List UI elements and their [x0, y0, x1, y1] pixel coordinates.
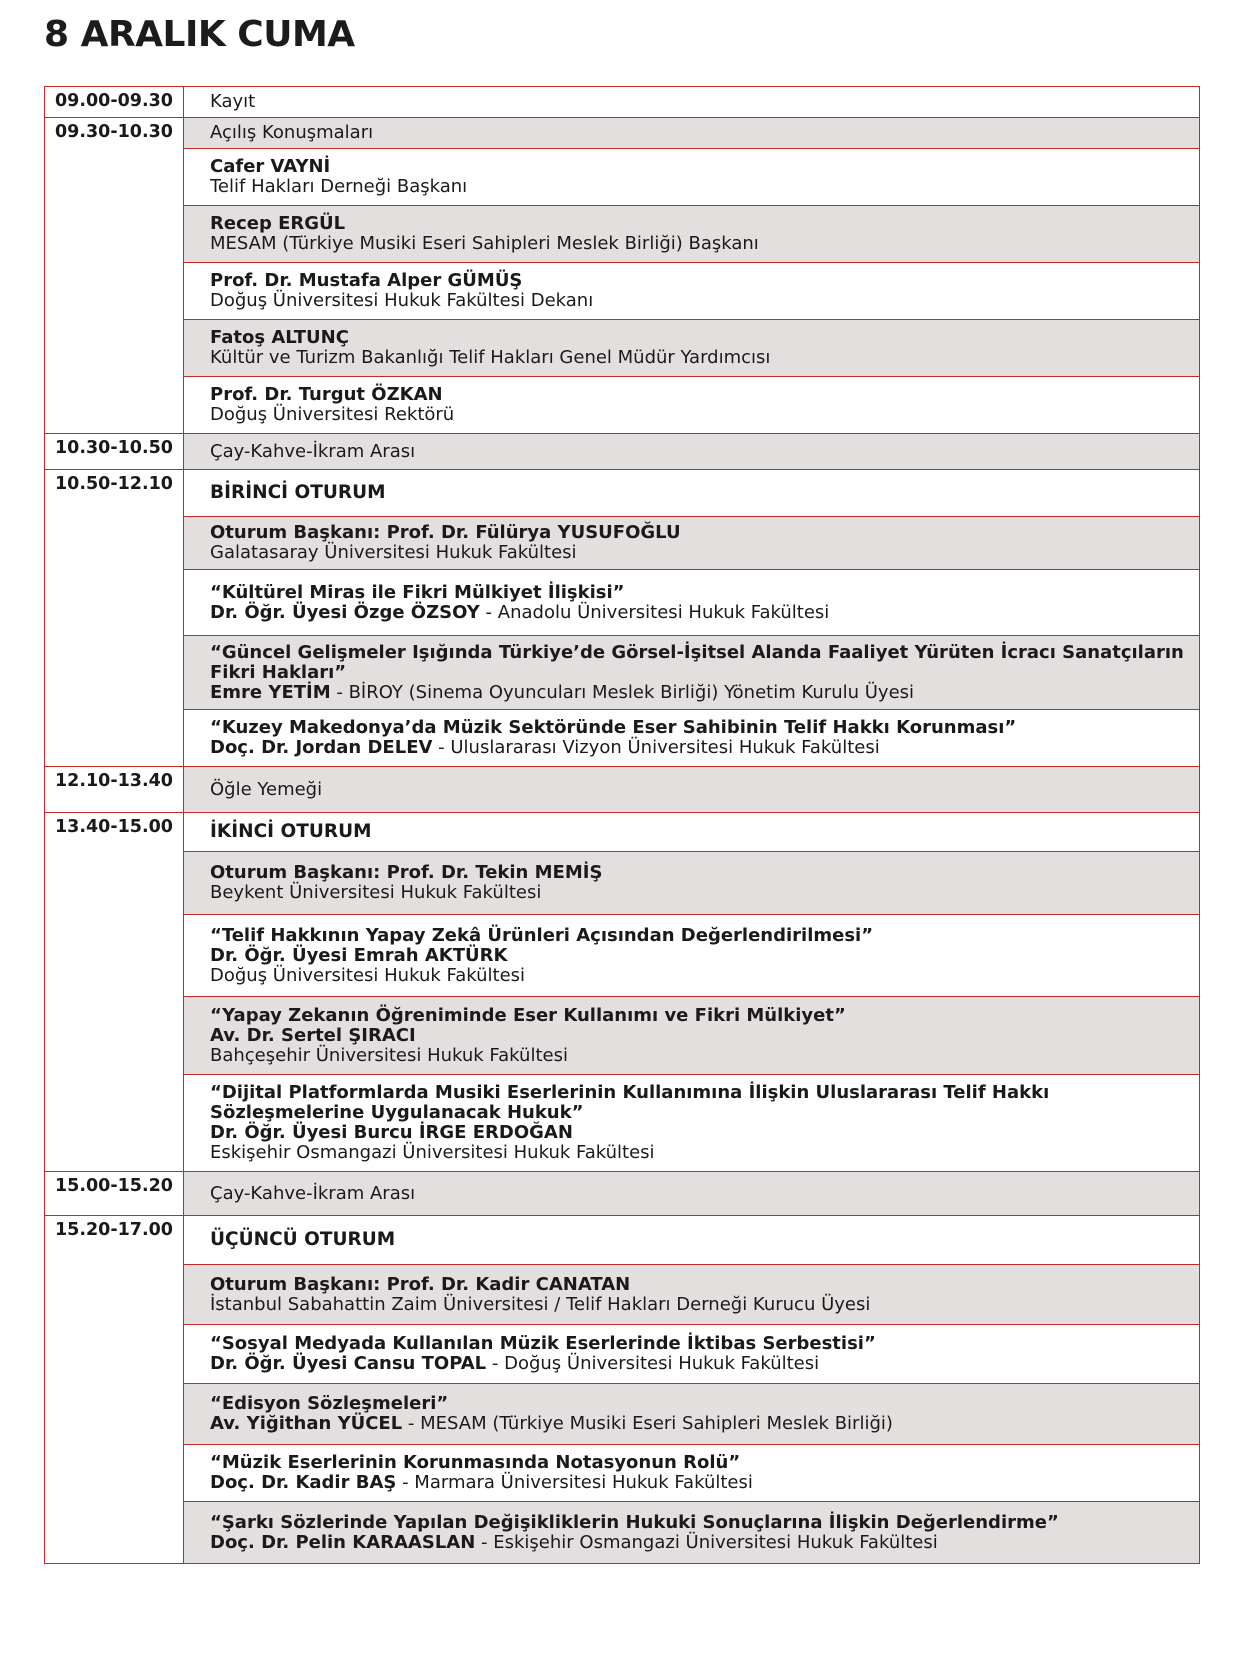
program-item	[184, 434, 1199, 469]
program-item	[184, 1444, 1199, 1501]
speaker-line	[210, 603, 1199, 623]
speaker-name: Av. Dr. Sertel ŞIRACI	[210, 1024, 416, 1046]
speaker-line	[210, 1354, 1199, 1374]
speaker-line	[210, 157, 1199, 177]
program-item	[184, 851, 1199, 914]
program-item	[184, 1216, 1199, 1264]
speaker-name: Av. Yiğithan YÜCEL	[210, 1413, 403, 1434]
block-items	[184, 434, 1200, 469]
block-items	[184, 470, 1200, 766]
item-text: Doğuş Üniversitesi Hukuk Fakültesi Dekanı	[210, 290, 594, 311]
item-text: Telif Hakları Derneği Başkanı	[210, 176, 468, 197]
program-item	[184, 148, 1199, 205]
speaker-line	[210, 1123, 1199, 1143]
speaker-affiliation: - Marmara Üniversitesi Hukuk Fakültesi	[396, 1472, 753, 1493]
speaker-affiliation: - Uluslararası Vizyon Üniversitesi Hukuk Fakültesi	[432, 737, 880, 758]
schedule-block	[44, 813, 1200, 1172]
speaker-name: Dr. Öğr. Üyesi Burcu İRGE ERDOĞAN	[210, 1122, 573, 1143]
speaker-line	[210, 1026, 1199, 1046]
schedule-block	[44, 86, 1200, 118]
speaker-name: Doç. Dr. Pelin KARAASLAN	[210, 1531, 476, 1553]
speaker-name: Prof. Dr. Turgut ÖZKAN	[210, 384, 443, 405]
schedule-block	[44, 1216, 1200, 1564]
item-text: Kayıt	[210, 91, 256, 112]
session-title: İKİNCİ OTURUM	[210, 821, 372, 842]
program-item	[184, 205, 1199, 262]
item-text: Açılış Konuşmaları	[210, 122, 374, 143]
item-text: Eskişehir Osmangazi Üniversitesi Hukuk Fakültesi	[210, 1142, 655, 1163]
speaker-affiliation: - Doğuş Üniversitesi Hukuk Fakültesi	[486, 1353, 820, 1374]
item-text: Kültür ve Turizm Bakanlığı Telif Hakları Genel Müdür Yardımcısı	[210, 347, 771, 368]
item-text: Çay-Kahve-İkram Arası	[210, 1182, 416, 1204]
program-item	[184, 1172, 1199, 1215]
speaker-line	[210, 863, 1199, 883]
item-text: Doğuş Üniversitesi Hukuk Fakültesi	[210, 964, 526, 986]
schedule-block	[44, 1172, 1200, 1216]
program-item	[184, 319, 1199, 376]
talk-title: “Şarkı Sözlerinde Yapılan Değişikliklerin Hukuki Sonuçlarına İlişkin Değerlendirme”	[210, 1511, 1059, 1533]
block-items	[184, 813, 1200, 1171]
block-items	[184, 1216, 1200, 1563]
speaker-name: Dr. Öğr. Üyesi Emrah AKTÜRK	[210, 944, 508, 966]
speaker-name: Oturum Başkanı: Prof. Dr. Tekin MEMİŞ	[210, 862, 603, 883]
speaker-name: Dr. Öğr. Üyesi Özge ÖZSOY	[210, 601, 480, 623]
time-slot: 15.20-17.00	[44, 1216, 184, 1563]
talk-title: “Telif Hakkının Yapay Zekâ Ürünleri Açısından Değerlendirilmesi”	[210, 924, 874, 946]
time-slot: 15.00-15.20	[44, 1172, 184, 1215]
speaker-line	[210, 385, 1199, 405]
time-slot: 09.00-09.30	[44, 87, 184, 117]
program-item	[184, 914, 1199, 996]
block-items	[184, 87, 1200, 117]
speaker-affiliation: - Anadolu Üniversitesi Hukuk Fakültesi	[479, 601, 830, 623]
program-item	[184, 470, 1199, 516]
schedule-table	[44, 86, 1200, 1564]
block-items	[184, 118, 1200, 433]
block-items	[184, 1172, 1200, 1215]
schedule-block	[44, 434, 1200, 470]
speaker-affiliation: - MESAM (Türkiye Musiki Eseri Sahipleri Meslek Birliği)	[402, 1413, 893, 1434]
speaker-name: Recep ERGÜL	[210, 213, 346, 234]
page-title: 8 ARALIK CUMA	[44, 14, 355, 55]
item-text: Bahçeşehir Üniversitesi Hukuk Fakültesi	[210, 1044, 568, 1066]
item-text: Öğle Yemeği	[210, 778, 323, 800]
block-items	[184, 767, 1200, 812]
speaker-name: Emre YETİM	[210, 681, 331, 703]
program-item	[184, 262, 1199, 319]
item-text: Doğuş Üniversitesi Rektörü	[210, 404, 455, 425]
speaker-name: Oturum Başkanı: Prof. Dr. Kadir CANATAN	[210, 1273, 631, 1295]
talk-title: “Güncel Gelişmeler Işığında Türkiye’de Görsel-İşitsel Alanda Faaliyet Yürüten İcracı Sanatçıların Fikri Hakları”	[210, 641, 1184, 683]
speaker-affiliation: - Eskişehir Osmangazi Üniversitesi Hukuk Fakültesi	[475, 1531, 938, 1553]
program-item	[184, 516, 1199, 569]
time-slot: 12.10-13.40	[44, 767, 184, 812]
talk-title: “Müzik Eserlerinin Korunmasında Notasyonun Rolü”	[210, 1452, 741, 1473]
program-item	[184, 1324, 1199, 1383]
speaker-line	[210, 738, 1199, 758]
speaker-line	[210, 683, 1199, 703]
speaker-name: Doç. Dr. Jordan DELEV	[210, 737, 433, 758]
time-slot: 13.40-15.00	[44, 813, 184, 1171]
talk-title: “Kuzey Makedonya’da Müzik Sektöründe Eser Sahibinin Telif Hakkı Korunması”	[210, 717, 1017, 738]
program-item	[184, 376, 1199, 433]
speaker-line	[210, 523, 1199, 543]
speaker-line	[210, 946, 1199, 966]
item-text: Beykent Üniversitesi Hukuk Fakültesi	[210, 882, 542, 903]
talk-title: “Dijital Platformlarda Musiki Eserlerinin Kullanımına İlişkin Uluslararası Telif Hakkı Sözleşmelerine Uygulanacak Hukuk”	[210, 1082, 1050, 1123]
speaker-name: Cafer VAYNİ	[210, 156, 331, 177]
talk-title: “Edisyon Sözleşmeleri”	[210, 1393, 449, 1414]
speaker-name: Oturum Başkanı: Prof. Dr. Fülürya YUSUFOĞLU	[210, 522, 681, 543]
program-item	[184, 813, 1199, 851]
time-slot: 10.50-12.10	[44, 470, 184, 766]
speaker-name: Prof. Dr. Mustafa Alper GÜMÜŞ	[210, 270, 523, 291]
session-title: ÜÇÜNCÜ OTURUM	[210, 1229, 396, 1250]
speaker-line	[210, 1275, 1199, 1295]
program-item	[184, 1383, 1199, 1444]
talk-title: “Sosyal Medyada Kullanılan Müzik Eserlerinde İktibas Serbestisi”	[210, 1333, 876, 1354]
session-title: BİRİNCİ OTURUM	[210, 482, 386, 503]
speaker-line	[210, 214, 1199, 234]
program-item	[184, 118, 1199, 148]
speaker-name: Doç. Dr. Kadir BAŞ	[210, 1472, 397, 1493]
time-slot: 10.30-10.50	[44, 434, 184, 469]
program-item	[184, 635, 1199, 709]
program-item	[184, 569, 1199, 635]
program-item	[184, 1501, 1199, 1563]
time-slot: 09.30-10.30	[44, 118, 184, 433]
item-text: İstanbul Sabahattin Zaim Üniversitesi / Telif Hakları Derneği Kurucu Üyesi	[210, 1293, 871, 1315]
program-item	[184, 1264, 1199, 1324]
program-item	[184, 767, 1199, 812]
schedule-block	[44, 767, 1200, 813]
program-item	[184, 87, 1199, 117]
program-item	[184, 996, 1199, 1074]
speaker-line	[210, 1414, 1199, 1434]
speaker-line	[210, 1473, 1199, 1493]
talk-title: “Yapay Zekanın Öğreniminde Eser Kullanımı ve Fikri Mülkiyet”	[210, 1004, 846, 1026]
program-item	[184, 1074, 1199, 1171]
speaker-name: Fatoş ALTUNÇ	[210, 327, 349, 348]
item-text: MESAM (Türkiye Musiki Eseri Sahipleri Meslek Birliği) Başkanı	[210, 233, 759, 254]
speaker-line	[210, 271, 1199, 291]
speaker-name: Dr. Öğr. Üyesi Cansu TOPAL	[210, 1353, 487, 1374]
item-text: Çay-Kahve-İkram Arası	[210, 440, 416, 462]
schedule-block	[44, 118, 1200, 434]
talk-title: “Kültürel Miras ile Fikri Mülkiyet İlişkisi”	[210, 581, 625, 603]
speaker-affiliation: - BİROY (Sinema Oyuncuları Meslek Birliği) Yönetim Kurulu Üyesi	[330, 681, 915, 703]
schedule-block	[44, 470, 1200, 767]
speaker-line	[210, 328, 1199, 348]
speaker-line	[210, 1533, 1199, 1553]
item-text: Galatasaray Üniversitesi Hukuk Fakültesi	[210, 542, 577, 563]
program-item	[184, 709, 1199, 766]
